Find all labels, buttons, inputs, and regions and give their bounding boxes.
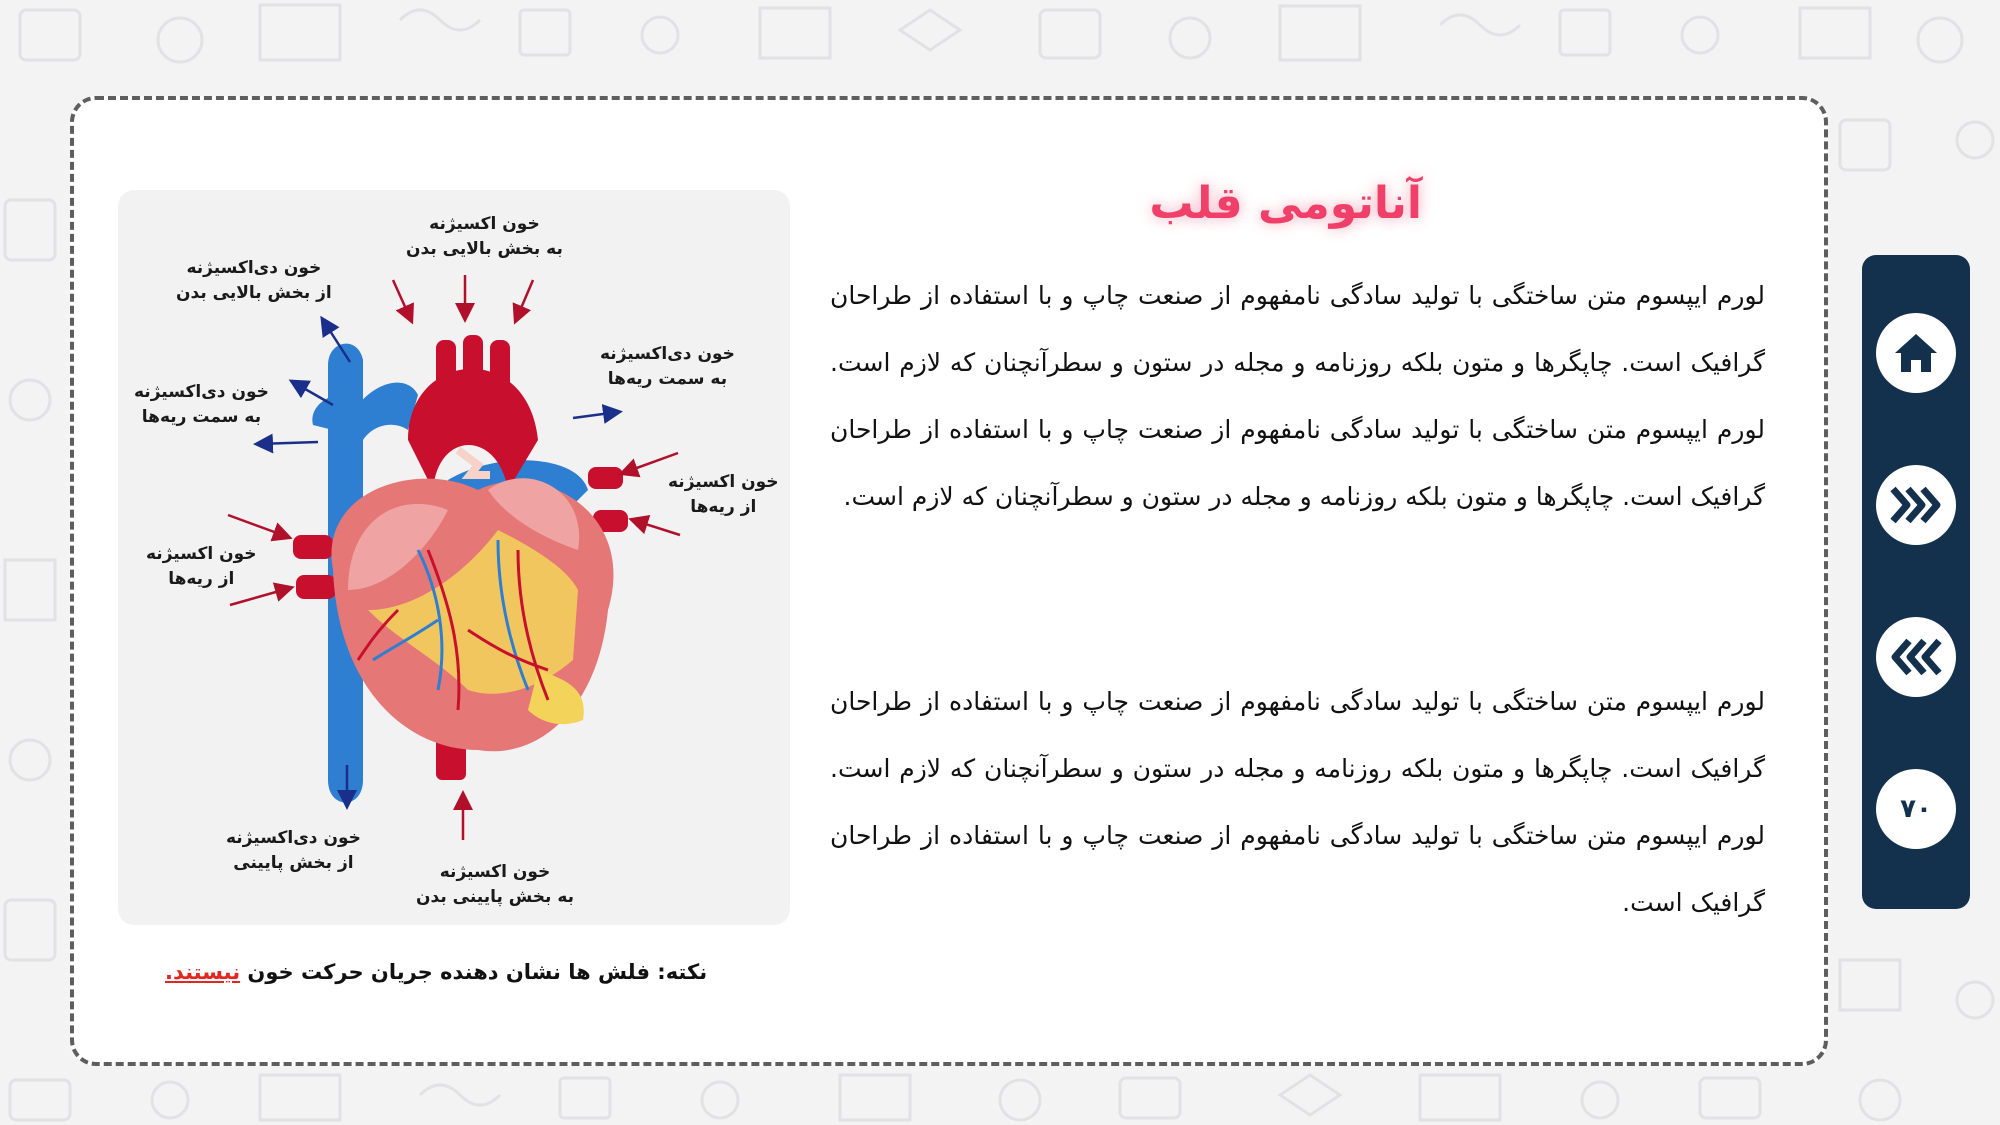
paragraph-2: لورم ایپسوم متن ساختگی با تولید سادگی نامفهوم از صنعت چاپ و با استفاده از طراحان گرافیک است. چاپگرها و متون بلکه روزنامه و مجله در ستون و سطرآنچنان که لازم است. لورم ایپسوم متن ساختگی با تولید سادگی نامفهوم از صنعت چاپ و با استفاده از طراحان گرافیک است. xyxy=(830,687,1765,917)
label-right-upper: خون دی‌اکسیژنه به سمت ریه‌ها xyxy=(600,344,735,389)
arrow-pv-left-1 xyxy=(228,515,288,537)
page-number: ۷۰ xyxy=(1900,794,1932,824)
nav-sidebar xyxy=(1862,255,1970,909)
label-bottom-left: خون دی‌اکسیژنه از بخش پایینی xyxy=(226,828,361,873)
paragraph-1: لورم ایپسوم متن ساختگی با تولید سادگی نامفهوم از صنعت چاپ و با استفاده از طراحان گرافیک است. چاپگرها و متون بلکه روزنامه و مجله در ستون و سطرآنچنان که لازم است. لورم ایپسوم متن ساختگی با تولید سادگی نامفهوم از صنعت چاپ و با استفاده از طراحان گرافیک است. چاپگرها و متون بلکه روزنامه و مجله در ستون و سطرآنچنان که لازم است. xyxy=(830,281,1765,511)
heart-diagram xyxy=(118,190,790,925)
aorta-branch-2 xyxy=(463,335,483,405)
aorta-branch-3 xyxy=(490,340,510,410)
prev-button[interactable] xyxy=(1876,617,1956,697)
home-button[interactable] xyxy=(1876,313,1956,393)
label-right-lower: خون اکسیژنه از ریه‌ها xyxy=(668,472,779,517)
double-chevron-right-icon xyxy=(1889,485,1943,525)
diagram-note xyxy=(165,960,707,984)
arrow-pv-right-2 xyxy=(633,520,680,535)
aorta-branch-1 xyxy=(436,340,456,410)
label-left-lower: خون اکسیژنه از ریه‌ها xyxy=(146,544,257,589)
pulm-vein-left-2 xyxy=(296,575,336,599)
label-top-left: خون دی‌اکسیژنه از بخش بالایی بدن xyxy=(176,258,332,303)
next-button[interactable] xyxy=(1876,465,1956,545)
note-emphasis: نیستند. xyxy=(165,960,241,984)
pulm-vein-right-1 xyxy=(588,467,623,489)
arrow-aorta-left xyxy=(393,280,411,320)
home-icon xyxy=(1891,328,1941,378)
arrow-pa-right xyxy=(573,412,618,418)
page-number-badge xyxy=(1876,769,1956,849)
arrow-pa-left-2 xyxy=(258,442,318,444)
ligamentum xyxy=(458,450,490,475)
label-mid-left: خون دی‌اکسیژنه به سمت ریه‌ها xyxy=(134,382,269,427)
arrow-pa-left-1 xyxy=(293,382,333,405)
label-top-center: خون اکسیژنه به بخش بالایی بدن xyxy=(406,214,563,259)
note-text: نکته: فلش ها نشان دهنده جریان حرکت خون xyxy=(247,960,708,984)
arrow-aorta-right xyxy=(516,280,533,320)
pulm-vein-left-1 xyxy=(293,535,333,559)
label-bottom-center: خون اکسیژنه به بخش پایینی بدن xyxy=(416,862,575,907)
double-chevron-left-icon xyxy=(1889,637,1943,677)
slide-title: آناتومی قلب xyxy=(1149,178,1422,229)
